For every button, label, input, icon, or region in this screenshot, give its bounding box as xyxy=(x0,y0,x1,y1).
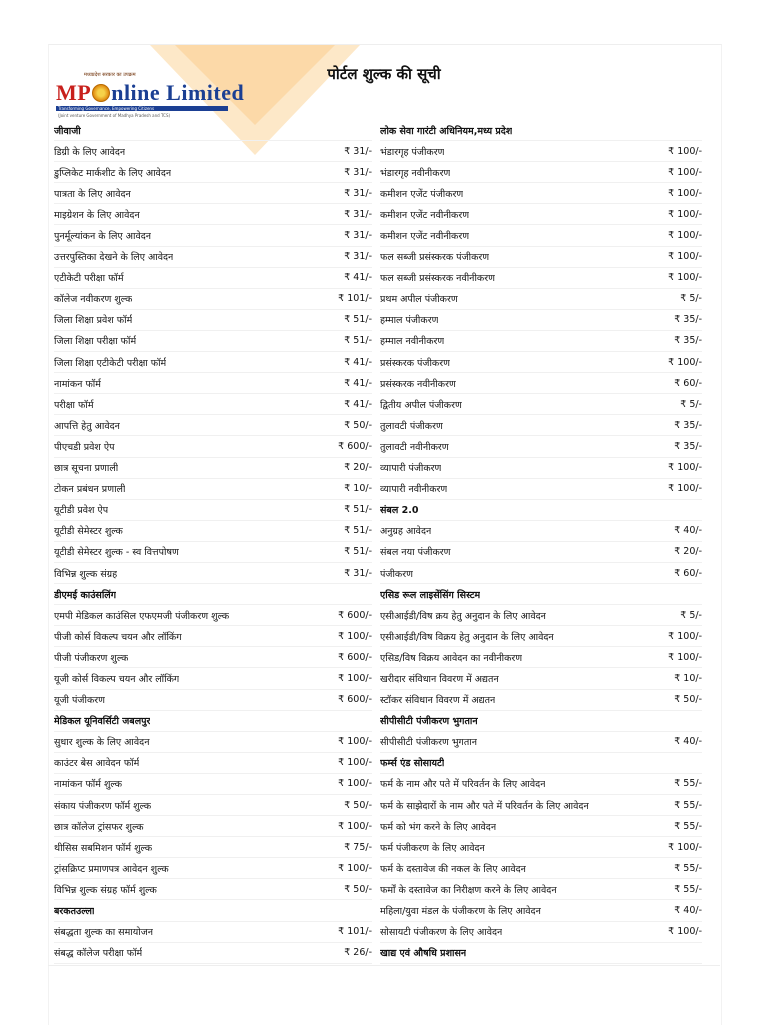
service-name: सीपीसीटी पंजीकरण भुगतान xyxy=(380,737,478,749)
fee-row xyxy=(380,225,702,246)
fee-row xyxy=(380,247,702,268)
service-name: कमीशन एजेंट नवीनीकरण xyxy=(380,209,470,221)
service-fee: ₹ 100/- xyxy=(338,862,372,874)
section-title: लोक सेवा गारंटी अधिनियम,मध्य प्रदेश xyxy=(380,125,513,137)
fee-row xyxy=(54,626,372,647)
fee-row xyxy=(54,521,372,542)
service-name: कमीशन एजेंट पंजीकरण xyxy=(380,188,464,200)
fee-row xyxy=(380,331,702,352)
fee-row xyxy=(54,268,372,289)
fee-row xyxy=(380,162,702,183)
service-name: सोसायटी पंजीकरण के लिए आवेदन xyxy=(380,927,503,939)
fee-row xyxy=(54,500,372,521)
service-fee: ₹ 600/- xyxy=(338,694,372,706)
service-fee: ₹ 41/- xyxy=(344,377,372,389)
service-name: कमीशन एजेंट नवीनीकरण xyxy=(380,231,470,243)
service-fee: ₹ 50/- xyxy=(674,694,702,706)
service-fee: ₹ 55/- xyxy=(674,799,702,811)
fee-row xyxy=(54,879,372,900)
fee-row xyxy=(54,436,372,457)
service-fee: ₹ 100/- xyxy=(338,672,372,684)
fee-row xyxy=(54,774,372,795)
fee-row xyxy=(380,268,702,289)
service-name: विभिन्न शुल्क संग्रह फॉर्म शुल्क xyxy=(54,884,157,896)
service-name: पीजी कोर्स विकल्प चयन और लॉकिंग xyxy=(54,631,182,643)
section-header xyxy=(54,900,372,921)
service-fee: ₹ 10/- xyxy=(674,672,702,684)
fee-row xyxy=(380,521,702,542)
logo-subline: Transforming Governance, Empowering Citizens xyxy=(58,106,155,111)
service-name: एसीआईडी/विष क्रय हेतु अनुदान के लिए आवेदन xyxy=(380,610,546,622)
service-fee: ₹ 100/- xyxy=(338,630,372,642)
service-fee: ₹ 100/- xyxy=(338,820,372,832)
service-name: सुधार शुल्क के लिए आवेदन xyxy=(54,737,150,749)
logo-brand-prefix: MP xyxy=(56,80,92,105)
fee-row xyxy=(54,225,372,246)
service-fee: ₹ 31/- xyxy=(344,187,372,199)
service-fee: ₹ 100/- xyxy=(668,356,702,368)
service-fee: ₹ 5/- xyxy=(680,398,702,410)
service-name: छात्र कॉलेज ट्रांसफर शुल्क xyxy=(54,821,144,833)
service-fee: ₹ 35/- xyxy=(674,335,702,347)
service-fee: ₹ 100/- xyxy=(668,272,702,284)
fee-row xyxy=(54,816,372,837)
fee-row xyxy=(54,605,372,626)
service-fee: ₹ 100/- xyxy=(668,208,702,220)
service-name: हम्माल पंजीकरण xyxy=(380,315,439,327)
fee-row xyxy=(54,479,372,500)
fee-row xyxy=(380,394,702,415)
service-fee: ₹ 31/- xyxy=(344,251,372,263)
service-fee: ₹ 51/- xyxy=(344,504,372,516)
service-name: संकाय पंजीकरण फॉर्म शुल्क xyxy=(54,800,152,812)
service-fee: ₹ 55/- xyxy=(674,862,702,874)
fee-row xyxy=(380,436,702,457)
fee-row xyxy=(380,879,702,900)
fee-row xyxy=(54,458,372,479)
service-name: महिला/युवा मंडल के पंजीकरण के लिए आवेदन xyxy=(380,906,541,918)
logo-tagline: मध्यप्रदेश सरकार का उपक्रम xyxy=(84,72,136,78)
fee-row xyxy=(380,816,702,837)
fee-row xyxy=(380,204,702,225)
service-name: परीक्षा फॉर्म xyxy=(54,399,94,411)
fee-row xyxy=(54,247,372,268)
service-fee: ₹ 100/- xyxy=(668,230,702,242)
service-fee: ₹ 50/- xyxy=(344,799,372,811)
fee-row xyxy=(54,753,372,774)
section-title: सीपीसीटी पंजीकरण भुगतान xyxy=(380,716,478,728)
fee-row xyxy=(380,183,702,204)
fee-row xyxy=(380,837,702,858)
section-title: एसिड रूल लाइसेंसिंग सिस्टम xyxy=(380,589,481,601)
service-name: संबद्ध कॉलेज परीक्षा फॉर्म xyxy=(54,948,143,960)
service-fee: ₹ 41/- xyxy=(344,272,372,284)
section-header xyxy=(380,711,702,732)
service-name: उत्तरपुस्तिका देखने के लिए आवेदन xyxy=(54,252,174,264)
right-fee-column xyxy=(380,120,702,964)
section-header xyxy=(54,120,372,141)
service-fee: ₹ 100/- xyxy=(668,166,702,178)
service-fee: ₹ 100/- xyxy=(668,483,702,495)
service-fee: ₹ 75/- xyxy=(344,841,372,853)
service-fee: ₹ 10/- xyxy=(344,483,372,495)
fee-row xyxy=(54,289,372,310)
service-fee: ₹ 55/- xyxy=(674,883,702,895)
service-fee: ₹ 60/- xyxy=(674,377,702,389)
service-name: माइग्रेशन के लिए आवेदन xyxy=(54,209,140,221)
service-fee: ₹ 40/- xyxy=(674,736,702,748)
fee-row xyxy=(380,141,702,162)
service-name: भंडारगृह पंजीकरण xyxy=(380,146,445,158)
service-fee: ₹ 50/- xyxy=(344,419,372,431)
service-name: डुप्लिकेट मार्कशीट के लिए आवेदन xyxy=(54,167,172,179)
fee-row xyxy=(54,732,372,753)
service-fee: ₹ 600/- xyxy=(338,440,372,452)
service-name: एटीकेटी परीक्षा फॉर्म xyxy=(54,273,124,285)
service-name: खरीदार संविधान विवरण में अद्यतन xyxy=(380,673,499,685)
fee-row xyxy=(380,668,702,689)
service-fee: ₹ 100/- xyxy=(668,251,702,263)
service-name: यूजी पंजीकरण xyxy=(54,695,105,707)
service-name: तुलावटी नवीनीकरण xyxy=(380,441,449,453)
service-fee: ₹ 20/- xyxy=(344,462,372,474)
service-fee: ₹ 51/- xyxy=(344,335,372,347)
fee-row xyxy=(54,943,372,964)
service-name: जिला शिक्षा एटीकेटी परीक्षा फॉर्म xyxy=(54,357,167,369)
service-name: कॉलेज नवीकरण शुल्क xyxy=(54,294,133,306)
service-name: विभिन्न शुल्क संग्रह xyxy=(54,568,118,580)
fee-row xyxy=(380,732,702,753)
section-header xyxy=(54,711,372,732)
service-name: पात्रता के लिए आवेदन xyxy=(54,188,131,200)
service-fee: ₹ 50/- xyxy=(344,883,372,895)
service-name: यूटीडी सेमेस्टर शुल्क - स्व वित्तपोषण xyxy=(54,547,179,559)
fee-row xyxy=(54,690,372,711)
fee-row xyxy=(54,183,372,204)
section-title: मेडिकल यूनिवर्सिटी जबलपुर xyxy=(54,716,151,728)
fee-row xyxy=(380,858,702,879)
service-fee: ₹ 51/- xyxy=(344,546,372,558)
service-name: नामांकन फॉर्म शुल्क xyxy=(54,779,122,791)
service-fee: ₹ 31/- xyxy=(344,230,372,242)
fee-row xyxy=(54,837,372,858)
service-name: यूटीडी सेमेस्टर शुल्क xyxy=(54,526,123,538)
fee-row xyxy=(54,162,372,183)
fee-row xyxy=(54,373,372,394)
logo-brand-rest: nline Limited xyxy=(111,80,245,105)
section-title: जीवाजी xyxy=(54,125,81,137)
service-fee: ₹ 100/- xyxy=(668,926,702,938)
service-name: फर्म को भंग करने के लिए आवेदन xyxy=(380,821,497,833)
service-name: प्रथम अपील पंजीकरण xyxy=(380,294,458,306)
service-name: व्यापारी नवीनीकरण xyxy=(380,484,448,496)
service-fee: ₹ 35/- xyxy=(674,419,702,431)
service-name: फल सब्जी प्रसंस्करक पंजीकरण xyxy=(380,252,490,264)
service-fee: ₹ 51/- xyxy=(344,314,372,326)
service-name: संबल नया पंजीकरण xyxy=(380,547,451,559)
bottom-divider xyxy=(48,965,720,966)
section-header xyxy=(380,500,702,521)
fee-row xyxy=(54,795,372,816)
service-name: प्रसंस्करक नवीनीकरण xyxy=(380,378,456,390)
fee-row xyxy=(380,774,702,795)
section-header xyxy=(380,120,702,141)
service-name: अनुग्रह आवेदन xyxy=(380,526,432,538)
logo-sun-icon xyxy=(92,84,110,102)
service-fee: ₹ 26/- xyxy=(344,947,372,959)
page-title: पोर्टल शुल्क की सूची xyxy=(327,65,441,83)
service-fee: ₹ 100/- xyxy=(668,841,702,853)
section-header xyxy=(380,943,702,964)
service-fee: ₹ 41/- xyxy=(344,356,372,368)
fee-row xyxy=(380,900,702,921)
section-title: बरकतउल्ला xyxy=(54,906,95,918)
service-name: फर्म पंजीकरण के लिए आवेदन xyxy=(380,842,485,854)
service-fee: ₹ 100/- xyxy=(668,145,702,157)
service-fee: ₹ 600/- xyxy=(338,609,372,621)
service-name: आपत्ति हेतु आवेदन xyxy=(54,420,120,432)
service-name: ट्रांसक्रिप्ट प्रमाणपत्र आवेदन शुल्क xyxy=(54,863,169,875)
service-name: डिग्री के लिए आवेदन xyxy=(54,146,126,158)
service-fee: ₹ 35/- xyxy=(674,440,702,452)
fee-row xyxy=(54,563,372,584)
service-fee: ₹ 100/- xyxy=(338,778,372,790)
service-name: टोकन प्रबंधन प्रणाली xyxy=(54,484,126,496)
section-title: फर्म्स एंड सोसायटी xyxy=(380,758,445,770)
fee-row xyxy=(54,352,372,373)
service-name: पीजी पंजीकरण शुल्क xyxy=(54,652,129,664)
service-fee: ₹ 40/- xyxy=(674,525,702,537)
fee-row xyxy=(380,626,702,647)
fee-row xyxy=(380,310,702,331)
fee-row xyxy=(54,331,372,352)
fee-row xyxy=(54,310,372,331)
fee-row xyxy=(380,542,702,563)
service-name: काउंटर बेस आवेदन फॉर्म xyxy=(54,758,140,770)
section-title: खाद्य एवं औषधि प्रशासन xyxy=(380,948,467,960)
fee-row xyxy=(380,458,702,479)
service-fee: ₹ 600/- xyxy=(338,651,372,663)
service-fee: ₹ 35/- xyxy=(674,314,702,326)
section-title: डीएमई काउंसलिंग xyxy=(54,589,117,601)
service-name: संबद्धता शुल्क का समायोजन xyxy=(54,927,154,939)
service-name: एमपी मेडिकल काउंसिल एफएमजी पंजीकरण शुल्क xyxy=(54,610,230,622)
fee-row xyxy=(54,542,372,563)
service-fee: ₹ 100/- xyxy=(338,736,372,748)
service-name: थीसिस सबमिशन फॉर्म शुल्क xyxy=(54,842,153,854)
fee-row xyxy=(54,647,372,668)
service-name: पुनर्मूल्यांकन के लिए आवेदन xyxy=(54,231,152,243)
service-name: द्वितीय अपील पंजीकरण xyxy=(380,399,462,411)
fee-row xyxy=(380,605,702,626)
fee-row xyxy=(380,795,702,816)
service-fee: ₹ 41/- xyxy=(344,398,372,410)
service-name: नामांकन फॉर्म xyxy=(54,378,101,390)
fee-row xyxy=(380,563,702,584)
fee-row xyxy=(380,647,702,668)
fee-row xyxy=(54,204,372,225)
service-fee: ₹ 31/- xyxy=(344,208,372,220)
section-header xyxy=(54,584,372,605)
service-fee: ₹ 100/- xyxy=(338,757,372,769)
fee-row xyxy=(380,479,702,500)
left-fee-column xyxy=(54,120,372,964)
fee-row xyxy=(380,289,702,310)
service-fee: ₹ 5/- xyxy=(680,609,702,621)
service-name: फर्म के नाम और पते में परिवर्तन के लिए आवेदन xyxy=(380,779,546,791)
fee-row xyxy=(54,858,372,879)
service-name: फर्म के साझेदारों के नाम और पते में परिवर्तन के लिए आवेदन xyxy=(380,800,589,812)
service-name: फर्म के दस्तावेज की नकल के लिए आवेदन xyxy=(380,863,526,875)
fee-row xyxy=(54,394,372,415)
service-name: भंडारगृह नवीनीकरण xyxy=(380,167,451,179)
service-name: स्टॉकर संविधान विवरण में अद्यतन xyxy=(380,695,496,707)
service-fee: ₹ 101/- xyxy=(338,293,372,305)
service-name: व्यापारी पंजीकरण xyxy=(380,463,442,475)
service-fee: ₹ 100/- xyxy=(668,462,702,474)
fee-row xyxy=(380,352,702,373)
fee-row xyxy=(54,415,372,436)
service-fee: ₹ 55/- xyxy=(674,820,702,832)
service-name: एसीआईडी/विष विक्रय हेतु अनुदान के लिए आवेदन xyxy=(380,631,554,643)
service-fee: ₹ 101/- xyxy=(338,926,372,938)
service-fee: ₹ 31/- xyxy=(344,145,372,157)
service-fee: ₹ 100/- xyxy=(668,187,702,199)
fee-row xyxy=(380,922,702,943)
service-name: पीएचडी प्रवेश ऐप xyxy=(54,441,115,453)
section-title: संबल 2.0 xyxy=(380,505,419,517)
service-name: जिला शिक्षा परीक्षा फॉर्म xyxy=(54,336,137,348)
service-name: प्रसंस्करक पंजीकरण xyxy=(380,357,450,369)
service-fee: ₹ 31/- xyxy=(344,567,372,579)
service-name: फर्मों के दस्तावेज का निरीक्षण करने के लिए आवेदन xyxy=(380,884,557,896)
fee-row xyxy=(54,141,372,162)
service-fee: ₹ 100/- xyxy=(668,651,702,663)
service-fee: ₹ 5/- xyxy=(680,293,702,305)
service-name: फल सब्जी प्रसंस्करक नवीनीकरण xyxy=(380,273,495,285)
service-name: यूटीडी प्रवेश ऐप xyxy=(54,505,109,517)
service-name: यूजी कोर्स विकल्प चयन और लॉकिंग xyxy=(54,673,180,685)
logo-subline-2: (Joint venture Government of Madhya Pradesh and TCS) xyxy=(58,113,171,118)
service-fee: ₹ 51/- xyxy=(344,525,372,537)
fee-row xyxy=(380,373,702,394)
service-name: पंजीकरण xyxy=(380,568,413,580)
section-header xyxy=(380,753,702,774)
service-fee: ₹ 100/- xyxy=(668,630,702,642)
service-name: एसिड/विष विक्रय आवेदन का नवीनीकरण xyxy=(380,652,523,664)
service-name: तुलावटी पंजीकरण xyxy=(380,420,443,432)
service-fee: ₹ 55/- xyxy=(674,778,702,790)
service-name: हम्माल नवीनीकरण xyxy=(380,336,445,348)
fee-row xyxy=(380,415,702,436)
service-fee: ₹ 60/- xyxy=(674,567,702,579)
service-fee: ₹ 40/- xyxy=(674,905,702,917)
section-header xyxy=(380,584,702,605)
service-fee: ₹ 20/- xyxy=(674,546,702,558)
service-name: छात्र सूचना प्रणाली xyxy=(54,463,119,475)
service-fee: ₹ 31/- xyxy=(344,166,372,178)
fee-row xyxy=(54,922,372,943)
fee-row xyxy=(54,668,372,689)
fee-row xyxy=(380,690,702,711)
service-name: जिला शिक्षा प्रवेश फॉर्म xyxy=(54,315,133,327)
